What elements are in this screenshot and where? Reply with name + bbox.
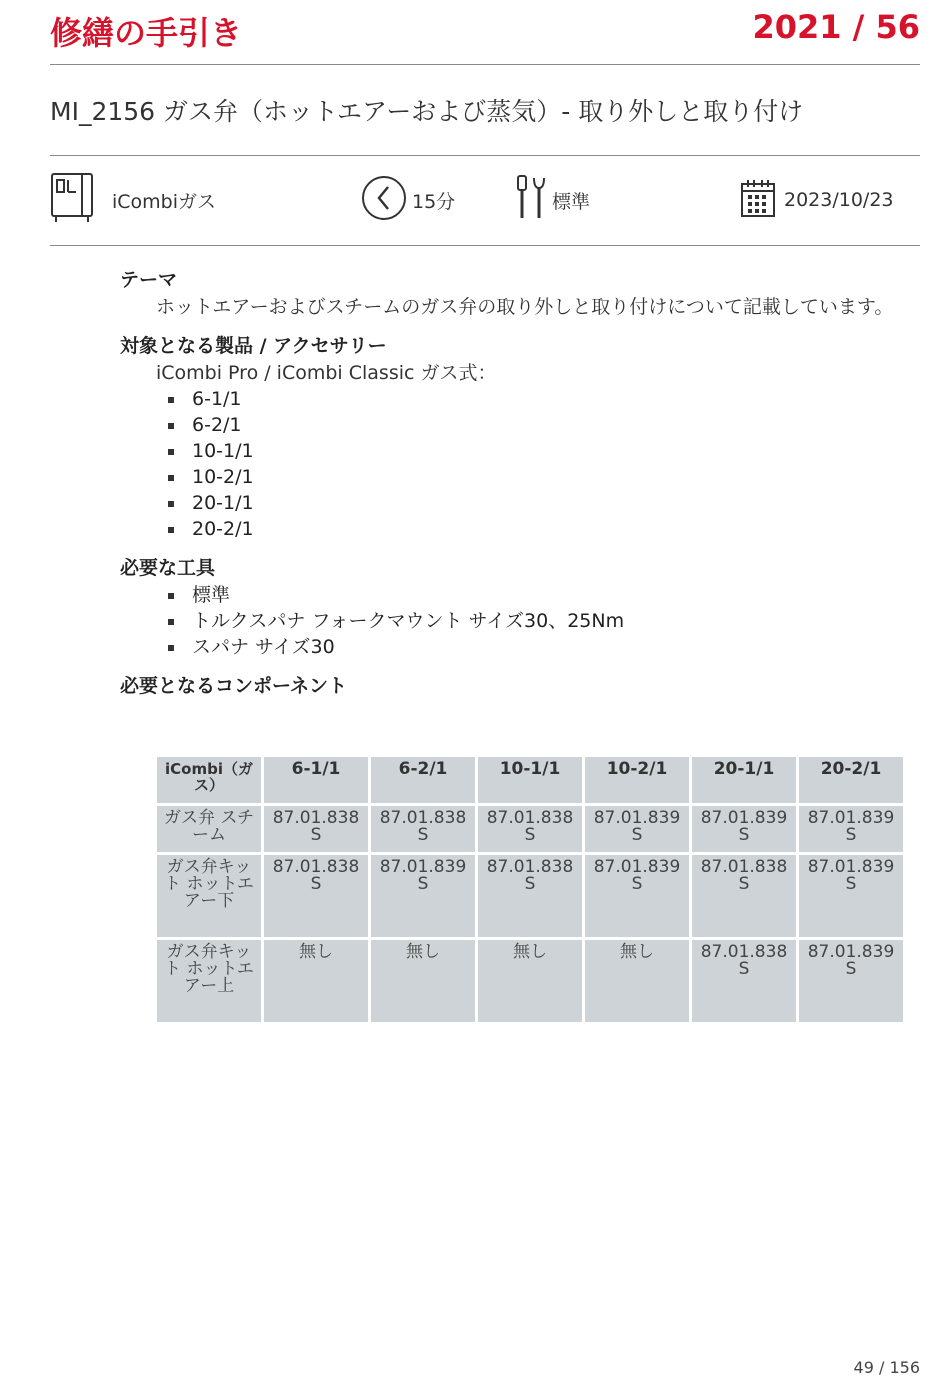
list-item: 6-2/1 [164, 412, 920, 438]
content-body [120, 266, 920, 700]
table-row-header: ガス弁キット ホットエアー上 [157, 940, 261, 1022]
list-item: 20-2/1 [164, 516, 920, 542]
clock-icon [360, 174, 408, 226]
products-intro: iCombi Pro / iCombi Classic ガス式： [156, 362, 497, 384]
document-title: 修繕の手引き [50, 14, 243, 52]
page-number: 49 / 156 [853, 1358, 920, 1377]
theme-text: ホットエアーおよびスチームのガス弁の取り外しと取り付けについて記載しています。 [156, 296, 894, 318]
tools-info [514, 172, 590, 228]
table-cell: 87.01.839 S [692, 806, 796, 852]
list-item: スパナ サイズ30 [164, 634, 920, 660]
list-item: 6-1/1 [164, 386, 920, 412]
table-cell: 87.01.839 S [585, 806, 689, 852]
table-cell: 87.01.838 S [264, 855, 368, 937]
table-row [157, 806, 903, 852]
table-cell: 無し [264, 940, 368, 1022]
table-cell: 87.01.839 S [585, 855, 689, 937]
list-item: 10-2/1 [164, 464, 920, 490]
device-info [50, 172, 216, 228]
table-cell: 87.01.839 S [799, 855, 903, 937]
tools-icon [514, 174, 548, 226]
oven-icon [50, 172, 94, 228]
products-list [164, 386, 920, 542]
table-header-cell: 10-2/1 [585, 757, 689, 803]
time-info [360, 172, 455, 228]
tools-heading: 必要な工具 [120, 557, 216, 579]
table-cell: 87.01.838 S [478, 806, 582, 852]
list-item: トルクスパナ フォークマウント サイズ30、25Nm [164, 608, 920, 634]
table-header-cell: 10-1/1 [478, 757, 582, 803]
divider [50, 155, 920, 156]
table-cell: 87.01.839 S [371, 855, 475, 937]
table-header-cell: 20-2/1 [799, 757, 903, 803]
list-item: 10-1/1 [164, 438, 920, 464]
tools-section [120, 554, 920, 660]
table-header-cell: iCombi（ガス） [157, 757, 261, 803]
theme-heading: テーマ [120, 269, 178, 291]
list-item: 標準 [164, 582, 920, 608]
tools-list [164, 582, 920, 660]
table-cell: 87.01.838 S [478, 855, 582, 937]
date-label: 2023/10/23 [784, 189, 894, 211]
theme-section [120, 266, 920, 320]
list-item: 20-1/1 [164, 490, 920, 516]
table-header-row [157, 757, 903, 803]
table-cell: 87.01.838 S [692, 940, 796, 1022]
time-label: 15分 [412, 190, 456, 213]
table-cell: 無し [478, 940, 582, 1022]
table-header-cell: 20-1/1 [692, 757, 796, 803]
products-heading: 対象となる製品 / アクセサリー [120, 335, 387, 357]
products-section [120, 332, 920, 542]
divider [50, 245, 920, 246]
table-row [157, 855, 903, 937]
table-cell: 87.01.839 S [799, 806, 903, 852]
table-cell: 87.01.838 S [264, 806, 368, 852]
divider [50, 64, 920, 65]
components-heading: 必要となるコンポーネント [120, 675, 348, 697]
table-cell: 87.01.838 S [692, 855, 796, 937]
table-row [157, 940, 903, 1022]
table-cell: 87.01.839 S [799, 940, 903, 1022]
table-cell: 87.01.838 S [371, 806, 475, 852]
table-row-header: ガス弁 スチーム [157, 806, 261, 852]
table-header-cell: 6-1/1 [264, 757, 368, 803]
table-cell: 無し [371, 940, 475, 1022]
table-header-cell: 6-2/1 [371, 757, 475, 803]
device-label: iCombiガス [112, 190, 217, 213]
date-info [740, 172, 894, 228]
components-table [154, 754, 906, 1025]
calendar-icon [740, 178, 776, 222]
table-row-header: ガス弁キット ホットエアー下 [157, 855, 261, 937]
page-title: MI_2156 ガス弁（ホットエアーおよび蒸気）- 取り外しと取り付け [50, 97, 804, 126]
tools-label: 標準 [552, 190, 591, 213]
table-cell: 無し [585, 940, 689, 1022]
document-number: 2021 / 56 [752, 8, 920, 46]
